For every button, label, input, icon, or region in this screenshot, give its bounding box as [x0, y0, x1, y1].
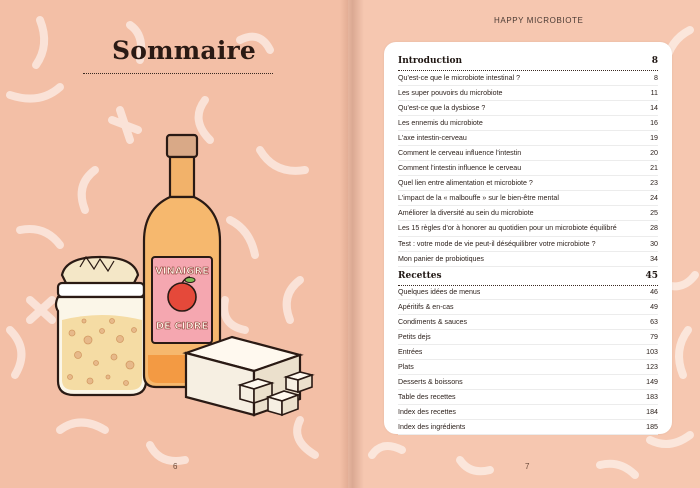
title-underline — [83, 73, 273, 74]
toc-entry[interactable] — [398, 285, 658, 300]
toc-entry[interactable] — [398, 191, 658, 206]
toc-entry-page: 28 — [650, 224, 658, 233]
bottle-label-line-1: VINAIGRE — [154, 266, 210, 277]
toc-entry-page: 49 — [650, 303, 658, 312]
toc-entry[interactable] — [398, 330, 658, 345]
toc-entry-title: Qu'est-ce que le microbiote intestinal ? — [398, 74, 521, 83]
toc-entry-page: 23 — [650, 179, 658, 188]
toc-recettes-list — [398, 285, 658, 435]
toc-entry-page: 123 — [646, 363, 658, 372]
toc-introduction-list — [398, 71, 658, 267]
toc-entry[interactable] — [398, 131, 658, 146]
toc-entry-title: Mon panier de probiotiques — [398, 254, 484, 263]
toc-entry[interactable] — [398, 405, 658, 420]
toc-entry-page: 46 — [650, 288, 658, 297]
toc-entry-title: Quelques idées de menus — [398, 288, 481, 297]
right-page-number: 7 — [525, 462, 530, 471]
left-page-number: 6 — [173, 462, 178, 471]
toc-entry-page: 30 — [650, 239, 658, 248]
toc-entry[interactable] — [398, 237, 658, 252]
toc-section-page: 8 — [651, 56, 658, 66]
toc-entry-title: Index des recettes — [398, 408, 456, 417]
toc-entry-title: Apéritifs & en-cas — [398, 303, 454, 312]
toc-entry-title: Améliorer la diversité au sein du microbiote — [398, 209, 534, 218]
toc-entry[interactable] — [398, 116, 658, 131]
toc-entry[interactable] — [398, 206, 658, 221]
fermented-jar-illustration — [56, 257, 148, 395]
toc-entry-title: Qu'est-ce que la dysbiose ? — [398, 104, 486, 113]
toc-section-recettes[interactable] — [398, 271, 658, 281]
toc-entry-page: 24 — [650, 194, 658, 203]
toc-entry-title: Les 15 règles d'or à honorer au quotidien pour un microbiote équilibré — [398, 224, 617, 233]
toc-entry-page: 149 — [646, 378, 658, 387]
toc-entry-title: Table des recettes — [398, 393, 456, 402]
toc-entry[interactable] — [398, 345, 658, 360]
toc-entry-title: Entrées — [398, 348, 423, 357]
toc-entry[interactable] — [398, 146, 658, 161]
toc-entry-page: 103 — [646, 348, 658, 357]
toc-entry-page: 19 — [650, 134, 658, 143]
toc-entry[interactable] — [398, 221, 658, 236]
toc-entry[interactable] — [398, 176, 658, 191]
toc-entry[interactable] — [398, 390, 658, 405]
toc-entry-title: Plats — [398, 363, 414, 372]
toc-entry-title: Comment le cerveau influence l'intestin — [398, 149, 522, 158]
toc-entry-page: 185 — [646, 423, 658, 432]
toc-entry-title: Les super pouvoirs du microbiote — [398, 89, 503, 98]
table-of-contents-card — [384, 42, 672, 434]
toc-entry-title: Index des ingrédients — [398, 423, 466, 432]
toc-entry[interactable] — [398, 375, 658, 390]
toc-entry-page: 20 — [650, 149, 658, 158]
toc-entry-page: 63 — [650, 318, 658, 327]
toc-entry-page: 25 — [650, 209, 658, 218]
toc-entry-page: 21 — [650, 164, 658, 173]
toc-entry[interactable] — [398, 101, 658, 116]
toc-entry-title: Desserts & boissons — [398, 378, 463, 387]
toc-entry-page: 183 — [646, 393, 658, 402]
running-head: HAPPY MICROBIOTE — [494, 16, 584, 25]
toc-entry[interactable] — [398, 252, 658, 267]
toc-entry[interactable] — [398, 300, 658, 315]
toc-entry-title: Test : votre mode de vie peut-il déséquilibrer votre microbiote ? — [398, 239, 596, 248]
book-gutter — [340, 0, 364, 488]
toc-section-label: Recettes — [398, 271, 442, 281]
toc-entry-title: Quel lien entre alimentation et microbiote ? — [398, 179, 533, 188]
toc-entry-title: Condiments & sauces — [398, 318, 468, 327]
tofu-block-illustration — [186, 337, 312, 415]
page-title: Sommaire — [112, 36, 257, 65]
toc-entry-page: 79 — [650, 333, 658, 342]
toc-section-label: Introduction — [398, 56, 463, 66]
toc-entry-title: Les ennemis du microbiote — [398, 119, 483, 128]
toc-entry[interactable] — [398, 71, 658, 86]
toc-entry[interactable] — [398, 161, 658, 176]
toc-entry-title: L'axe intestin-cerveau — [398, 134, 467, 143]
toc-entry-page: 34 — [650, 254, 658, 263]
toc-entry-title: Petits dejs — [398, 333, 431, 342]
toc-entry-title: L'impact de la « malbouffe » sur le bien-être mental — [398, 194, 559, 203]
toc-entry[interactable] — [398, 360, 658, 375]
bottle-label-line-2: DE CIDRE — [155, 321, 209, 332]
food-illustration — [40, 125, 330, 425]
toc-entry-page: 8 — [654, 74, 658, 83]
toc-entry[interactable] — [398, 86, 658, 101]
toc-entry-page: 11 — [650, 89, 658, 98]
toc-entry-page: 184 — [646, 408, 658, 417]
toc-section-introduction[interactable] — [398, 56, 658, 66]
toc-entry-page: 16 — [650, 119, 658, 128]
toc-entry[interactable] — [398, 315, 658, 330]
toc-entry-title: Comment l'intestin influence le cerveau — [398, 164, 522, 173]
toc-entry-page: 14 — [650, 104, 658, 113]
toc-entry[interactable] — [398, 420, 658, 435]
toc-section-page: 45 — [645, 271, 658, 281]
